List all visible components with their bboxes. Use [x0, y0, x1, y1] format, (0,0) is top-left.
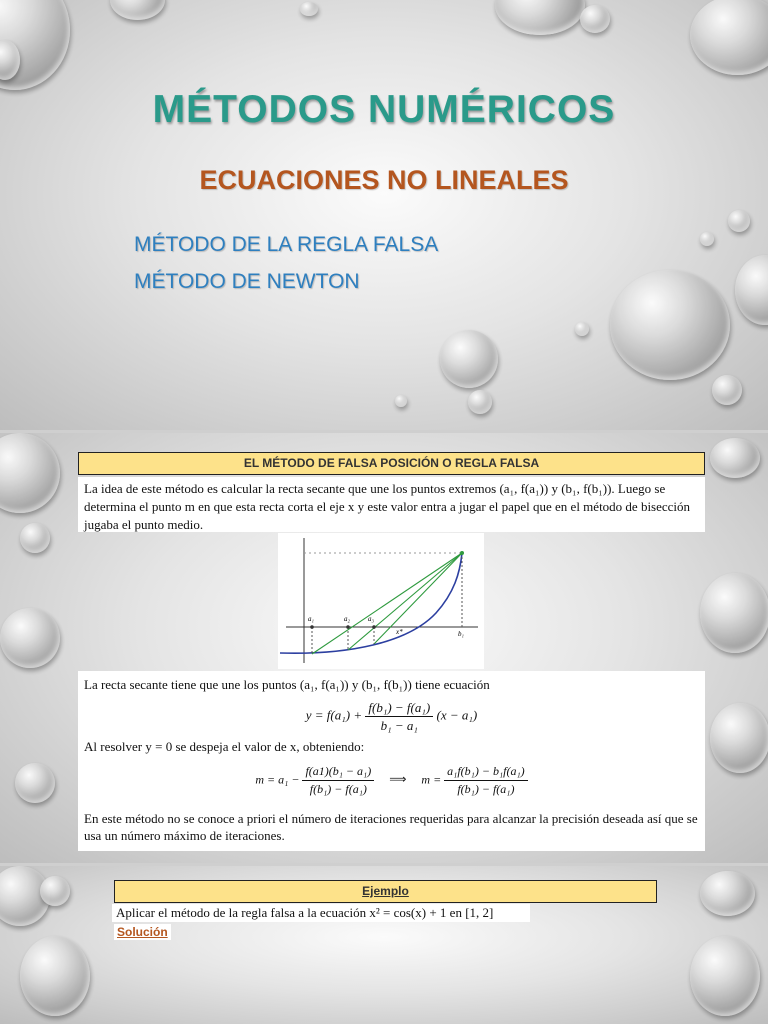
- implies-arrow: ⟹: [389, 772, 407, 787]
- iterations-paragraph: En este método no se conoce a priori el número de iteraciones requeridas para alcanzar la precisión deseada así que se usa un número máximo de iteraciones.: [84, 811, 698, 843]
- secant-figure: [278, 533, 484, 669]
- water-drop: [20, 523, 50, 553]
- eq1-denominator: b₁ − a₁: [380, 718, 418, 733]
- label-a3: a₃: [368, 615, 374, 623]
- eq1-fraction: [365, 699, 433, 734]
- label-b1: b₁: [458, 630, 464, 638]
- label-a1: a₁: [308, 615, 314, 623]
- slide-title-heading: MÉTODOS NUMÉRICOS: [152, 88, 616, 131]
- eq2-numerator-1: f(a1)(b₁ − a₁): [302, 763, 374, 781]
- water-drop: [575, 322, 589, 336]
- point-a3: [372, 625, 376, 629]
- water-drop: [0, 608, 60, 668]
- water-drop: [700, 573, 768, 653]
- water-drop: [710, 438, 760, 478]
- water-drop: [735, 255, 768, 325]
- formula-card: [78, 671, 705, 851]
- water-drop: [712, 375, 742, 405]
- slide-ejemplo: [0, 866, 768, 1024]
- eq2-denominator-2: f(b₁) − f(a₁): [457, 782, 515, 796]
- example-statement: Aplicar el método de la regla falsa a la ecuación x² = cos(x) + 1 en [1, 2]: [112, 904, 530, 922]
- secant-diagram: [278, 533, 484, 669]
- water-drop: [495, 0, 585, 35]
- solution-label-text: Solución: [117, 925, 168, 939]
- water-drop: [20, 936, 90, 1016]
- solution-label: [114, 924, 171, 940]
- example-header: [114, 880, 657, 903]
- method-item-newton: MÉTODO DE NEWTON: [134, 270, 360, 293]
- eq2-lhs: m = a₁ −: [255, 772, 303, 787]
- water-drop: [110, 0, 165, 20]
- eq1-tail: (x − a₁): [436, 707, 478, 723]
- water-drop: [690, 936, 760, 1016]
- eq2-numerator-2: a₁f(b₁) − b₁f(a₁): [444, 763, 527, 781]
- water-drop: [610, 270, 730, 380]
- eq2-lhs-2: m =: [421, 772, 445, 787]
- water-drop: [15, 763, 55, 803]
- water-drop: [700, 871, 755, 916]
- slide-subtitle: ECUACIONES NO LINEALES: [199, 165, 569, 195]
- m-equation: [84, 763, 699, 798]
- solve-paragraph: Al resolver y = 0 se despeja el valor de x, obteniendo:: [84, 739, 365, 754]
- point-a2: [346, 625, 350, 629]
- eq1-lhs: y = f(a₁) +: [305, 707, 366, 723]
- water-drop: [728, 210, 750, 232]
- slide-title: [0, 0, 768, 430]
- label-a2: a₂: [344, 615, 350, 623]
- water-drop: [690, 0, 768, 75]
- water-drop: [468, 390, 492, 414]
- water-drop: [0, 433, 60, 513]
- example-header-text: Ejemplo: [362, 884, 409, 898]
- eq1-numerator: f(b₁) − f(a₁): [365, 699, 433, 717]
- secant-paragraph: La recta secante tiene que une los puntos (a₁, f(a₁)) y (b₁, f(b₁)) tiene ecuación: [84, 677, 490, 692]
- water-drop: [395, 395, 407, 407]
- water-drop: [300, 2, 318, 16]
- point-a1: [310, 625, 314, 629]
- section-header: EL MÉTODO DE FALSA POSICIÓN O REGLA FALSA: [78, 452, 705, 475]
- water-drop: [440, 330, 498, 388]
- eq2-fraction-2: [444, 763, 527, 798]
- method-item-regla-falsa: MÉTODO DE LA REGLA FALSA: [134, 233, 439, 256]
- eq2-denominator-1: f(b₁) − f(a₁): [309, 782, 367, 796]
- function-curve: [280, 553, 462, 653]
- secant-line-1: [312, 553, 462, 654]
- slide-regla-falsa: [0, 433, 768, 863]
- water-drop: [700, 232, 714, 246]
- point-b1-top: [460, 551, 464, 555]
- water-drop: [40, 876, 70, 906]
- label-xstar: x*: [396, 628, 403, 636]
- secant-line-3: [374, 553, 462, 644]
- secant-equation: [84, 699, 699, 734]
- eq2-fraction-1: [302, 763, 374, 798]
- intro-paragraph: La idea de este método es calcular la recta secante que une los puntos extremos (a₁, f(a₁)) y (b₁, f(b₁)). Luego se determina el punto m en que esta recta corta el eje x y este valor entra a jugar el papel que en el método de bisección jugaba el punto medio.: [78, 477, 705, 532]
- water-drop: [710, 703, 768, 773]
- water-drop: [580, 5, 610, 33]
